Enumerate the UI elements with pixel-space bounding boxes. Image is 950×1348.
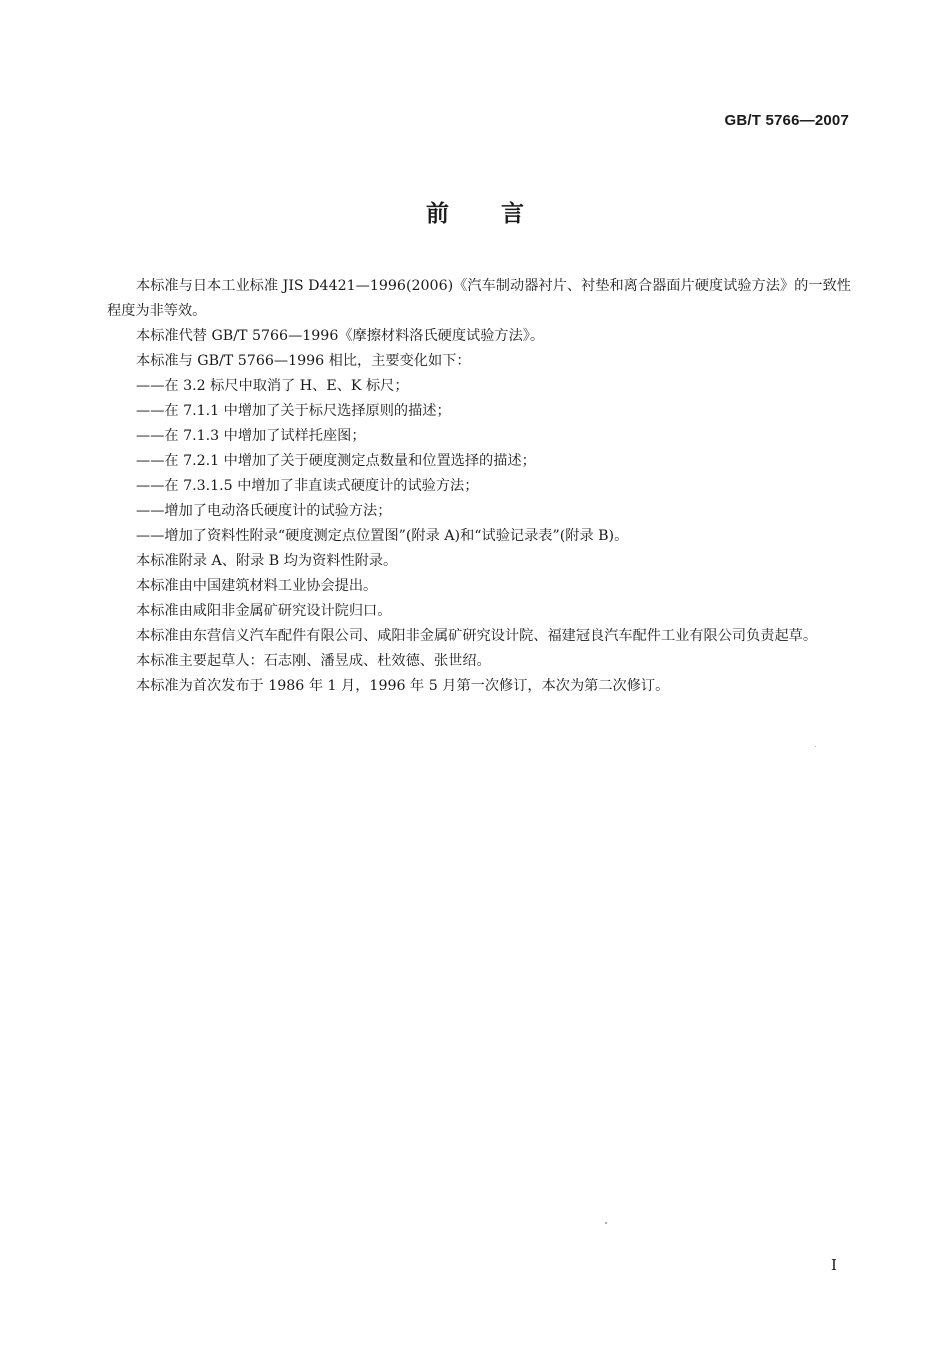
paragraph-proposed-by: 本标准由中国建筑材料工业协会提出。 [136,578,378,594]
scan-speck [605,1222,607,1224]
scan-speck [815,746,816,747]
change-item: ——在 7.2.1 中增加了关于硬度测定点数量和位置选择的描述； [136,453,536,469]
foreword-body [107,274,851,699]
change-item: ——增加了资料性附录“硬度测定点位置图”(附录 A)和“试验记录表”(附录 B)。 [136,528,629,544]
change-item: ——增加了电动洛氏硬度计的试验方法； [136,503,392,519]
change-item: ——在 7.1.1 中增加了关于标尺选择原则的描述； [136,403,451,419]
standard-number: GB/T 5766—2007 [724,112,849,129]
paragraph-history: 本标准为首次发布于 1986 年 1 月，1996 年 5 月第一次修订，本次为第二次修订。 [136,678,670,694]
page-title: 前言 [426,201,576,227]
change-item: ——在 7.1.3 中增加了试样托座图； [136,428,366,444]
paragraph-drafted-by: 本标准由东营信义汽车配件有限公司、咸阳非金属矿研究设计院、福建冠良汽车配件工业有限公司负责起草。 [136,628,818,644]
page-number: I [831,1256,837,1274]
paragraph-changes-intro: 本标准与 GB/T 5766—1996 相比，主要变化如下： [136,353,471,369]
paragraph-centralized-by: 本标准由咸阳非金属矿研究设计院归口。 [136,603,392,619]
paragraph-annexes: 本标准附录 A、附录 B 均为资料性附录。 [136,553,398,569]
change-item: ——在 7.3.1.5 中增加了非直读式硬度计的试验方法； [136,478,479,494]
paragraph-equivalence: 本标准与日本工业标准 JIS D4421—1996(2006)《汽车制动器衬片、衬垫和离合器面片硬度试验方法》的一致性程度为非等效。 [107,278,851,319]
paragraph-drafters: 本标准主要起草人：石志刚、潘昱成、杜效德、张世绍。 [136,653,491,669]
change-item: ——在 3.2 标尺中取消了 H、E、K 标尺； [136,378,409,394]
paragraph-replaces: 本标准代替 GB/T 5766—1996《摩擦材料洛氏硬度试验方法》。 [136,328,545,344]
